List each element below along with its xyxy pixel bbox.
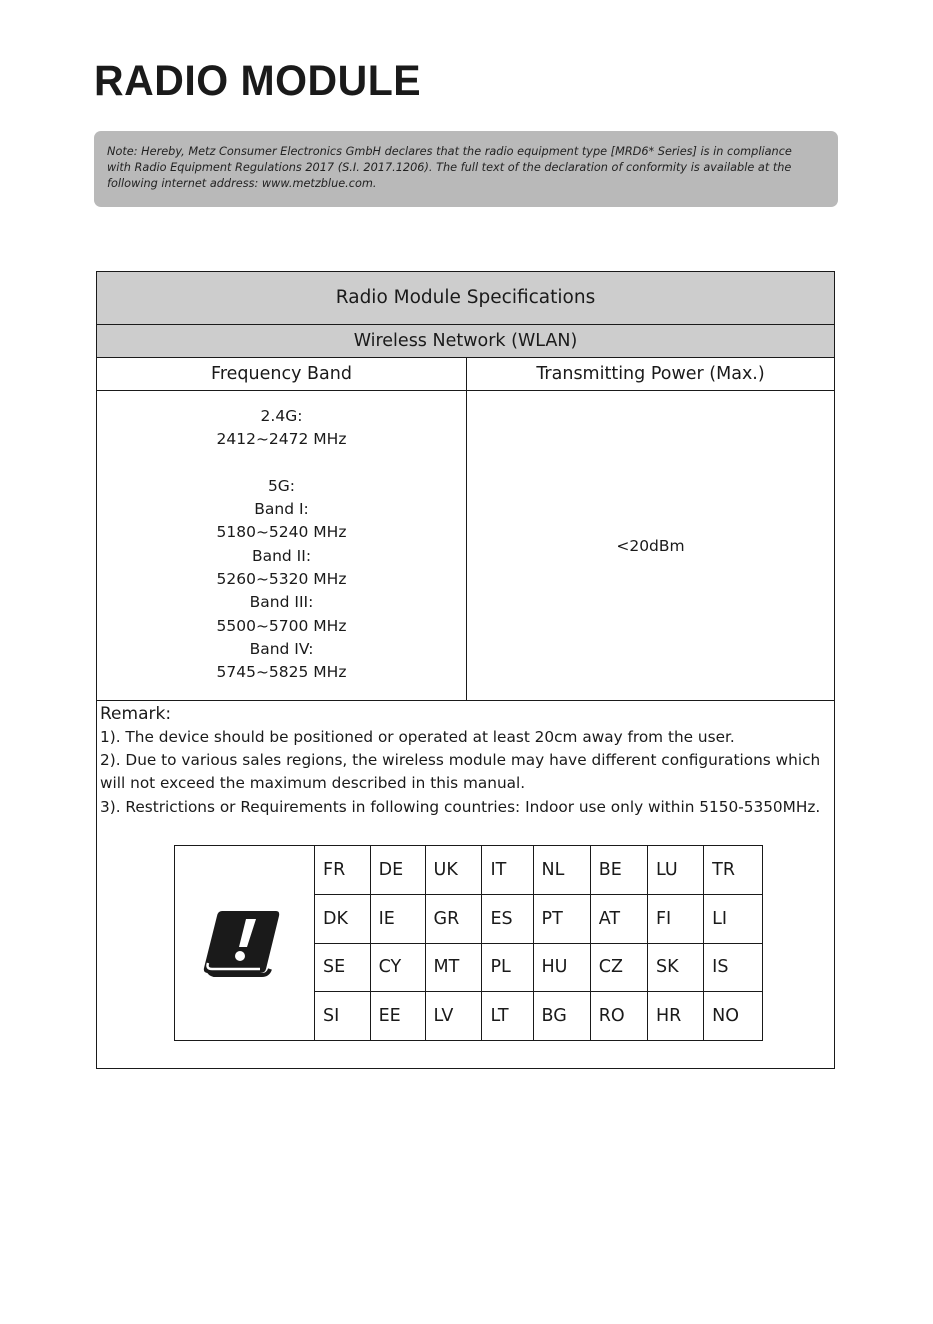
transmitting-power-header: Transmitting Power (Max.) bbox=[467, 358, 834, 391]
country-row bbox=[175, 846, 763, 895]
country-cell: TR bbox=[704, 846, 763, 895]
power-value: <20dBm bbox=[616, 536, 685, 555]
country-cell: SE bbox=[315, 943, 371, 992]
country-cell: RO bbox=[590, 992, 647, 1041]
frequency-line: 5G: bbox=[267, 476, 296, 495]
country-cell: ES bbox=[482, 894, 533, 943]
note-line: with Radio Equipment Regulations 2017 (S.I. 2017.1206). The full text of the declaration of conformity is available at the bbox=[107, 161, 792, 174]
country-cell: BE bbox=[590, 846, 647, 895]
frequency-gap bbox=[97, 452, 466, 475]
remark-title: Remark: bbox=[100, 704, 172, 724]
spec-title: Radio Module Specifications bbox=[97, 272, 834, 325]
country-cell: LI bbox=[704, 894, 763, 943]
frequency-line: Band I: bbox=[254, 500, 309, 519]
icon-cell bbox=[175, 846, 315, 1041]
frequency-line: 5180~5240 MHz bbox=[216, 523, 347, 542]
frequency-line: 2.4G: bbox=[260, 407, 303, 425]
frequency-line: Band IV: bbox=[249, 639, 314, 658]
frequency-line: Band III: bbox=[249, 593, 314, 612]
country-cell: CY bbox=[370, 943, 425, 992]
country-cell: AT bbox=[590, 894, 647, 943]
country-cell: PT bbox=[533, 894, 590, 943]
country-cell: IE bbox=[370, 894, 425, 943]
transmitting-power-cell bbox=[467, 391, 834, 701]
page-title: RADIO MODULE bbox=[94, 56, 422, 105]
frequency-line: 5500~5700 MHz bbox=[216, 616, 347, 635]
country-cell: LT bbox=[482, 992, 533, 1041]
remark-line: 1). The device should be positioned or operated at least 20cm away from the user. bbox=[100, 728, 735, 746]
country-cell: DK bbox=[315, 894, 371, 943]
country-cell: IS bbox=[704, 943, 763, 992]
country-cell: GR bbox=[425, 894, 482, 943]
country-cell: MT bbox=[425, 943, 482, 992]
country-cell: NO bbox=[704, 992, 763, 1041]
remark-block bbox=[100, 703, 832, 819]
country-cell: NL bbox=[533, 846, 590, 895]
country-cell: EE bbox=[370, 992, 425, 1041]
country-cell: HR bbox=[647, 992, 703, 1041]
frequency-band-cell bbox=[97, 391, 467, 701]
country-cell: IT bbox=[482, 846, 533, 895]
frequency-line: 5745~5825 MHz bbox=[216, 663, 347, 682]
country-cell: BG bbox=[533, 992, 590, 1041]
compliance-note bbox=[94, 131, 838, 207]
remark-line: 3). Restrictions or Requirements in following countries: Indoor use only within 5150-5350MHz. bbox=[100, 797, 821, 816]
note-line: Note: Hereby, Metz Consumer Electronics GmbH declares that the radio equipment type [MRD6* Series] is in compliance bbox=[107, 145, 792, 158]
country-cell: SI bbox=[315, 992, 371, 1041]
country-cell: UK bbox=[425, 846, 482, 895]
frequency-line: Band II: bbox=[251, 546, 312, 565]
country-cell: LU bbox=[647, 846, 703, 895]
country-cell: FI bbox=[647, 894, 703, 943]
frequency-line: 5260~5320 MHz bbox=[216, 570, 347, 589]
country-cell: LV bbox=[425, 992, 482, 1041]
country-cell: DE bbox=[370, 846, 425, 895]
country-cell: CZ bbox=[590, 943, 647, 992]
remark-line: 2). Due to various sales regions, the wireless module may have different configurations which bbox=[100, 751, 821, 770]
country-cell: PL bbox=[482, 943, 533, 992]
note-line: following internet address: www.metzblue.com. bbox=[107, 177, 377, 190]
country-cell: SK bbox=[647, 943, 703, 992]
frequency-band-header: Frequency Band bbox=[97, 358, 467, 391]
remark-line: will not exceed the maximum described in this manual. bbox=[100, 774, 526, 793]
frequency-line: 2412~2472 MHz bbox=[216, 430, 347, 449]
restriction-warning-icon bbox=[200, 903, 290, 983]
country-restriction-table bbox=[174, 845, 763, 1041]
country-cell: HU bbox=[533, 943, 590, 992]
spec-subtitle: Wireless Network (WLAN) bbox=[97, 325, 834, 358]
country-cell: FR bbox=[315, 846, 371, 895]
